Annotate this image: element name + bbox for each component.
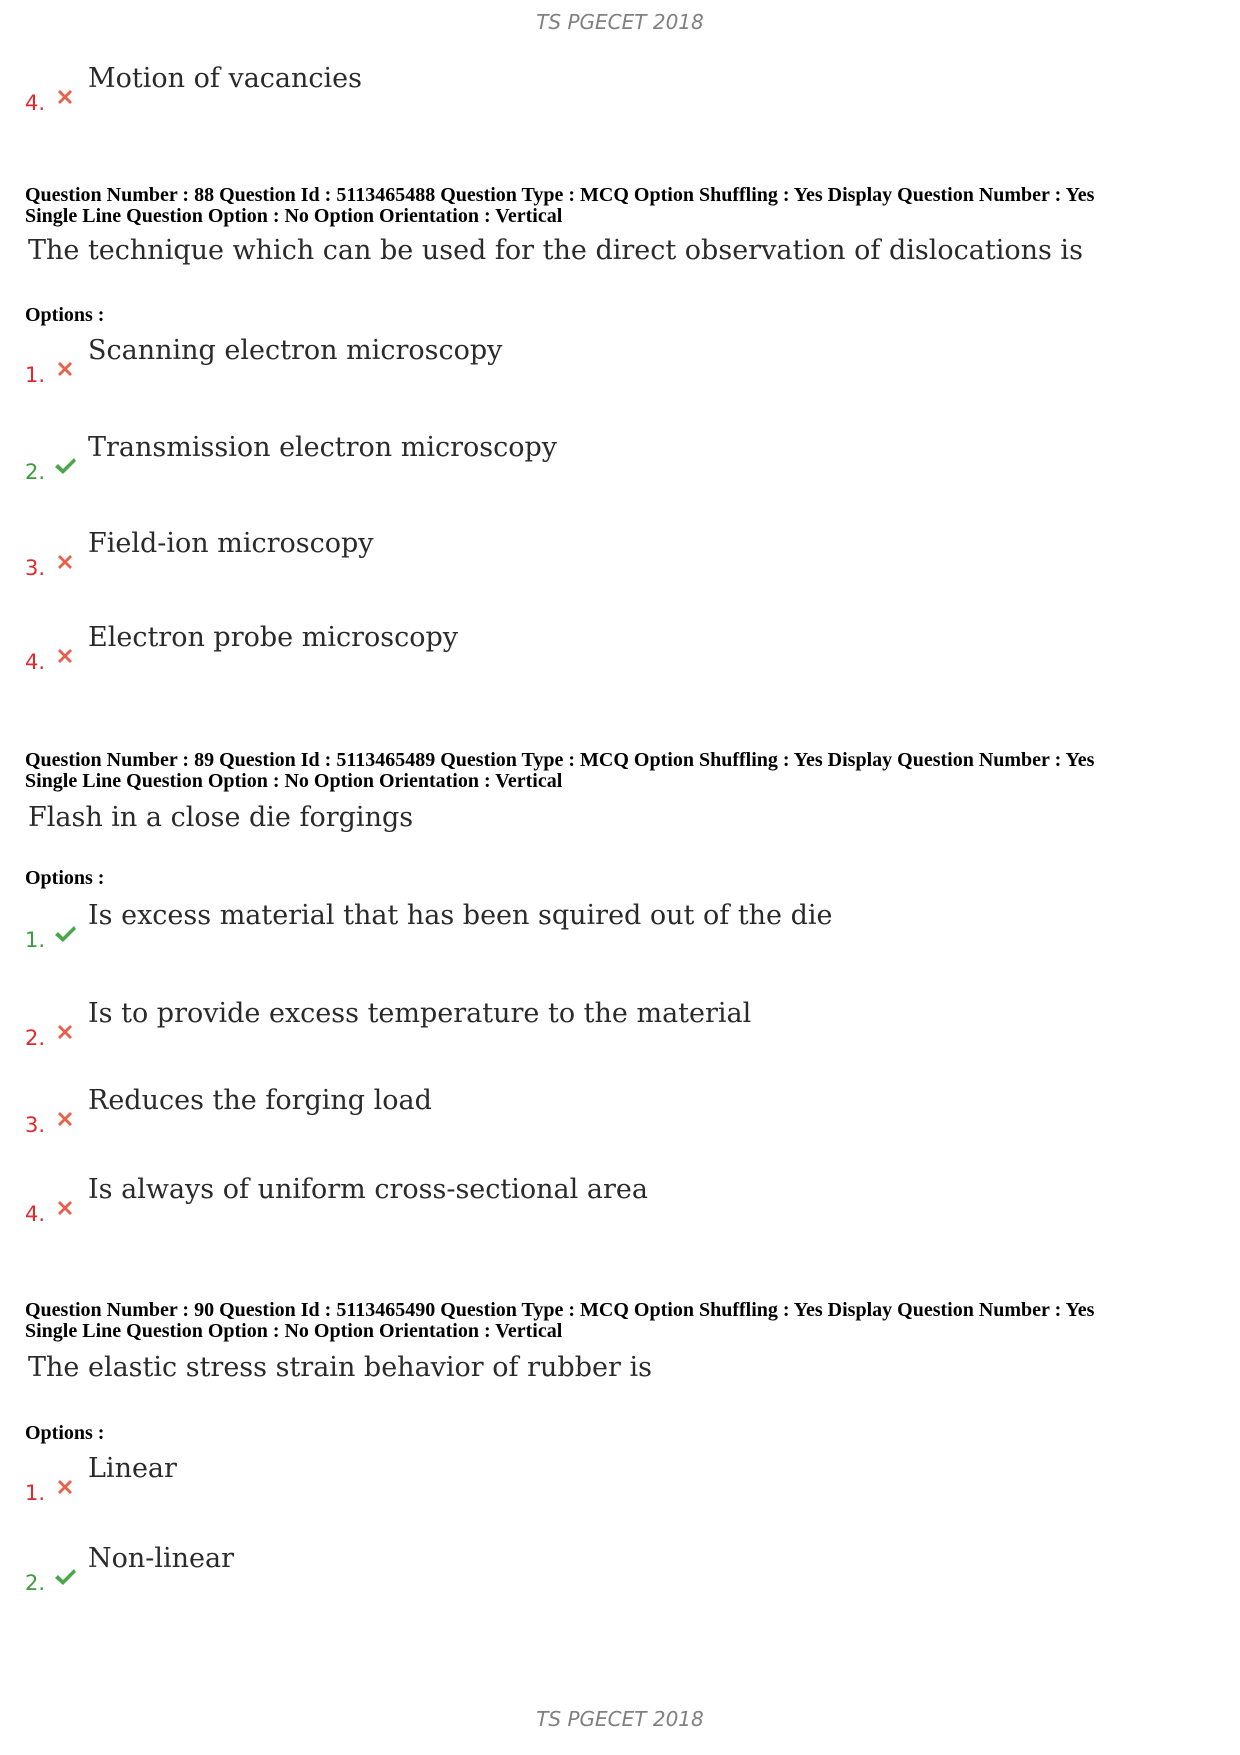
option-88-2 [0,432,1000,492]
option-text: Reduces the forging load [88,1085,432,1116]
question-meta-line-2: Single Line Question Option : No Option Orientation : Vertical [25,205,563,227]
option-number: 1. [25,1481,46,1505]
option-text: Scanning electron microscopy [88,335,503,366]
page-footer: TS PGECET 2018 [536,1707,704,1731]
option-text: Is excess material that has been squired out of the die [88,900,833,931]
option-90-2 [0,1543,1000,1603]
option-text: Non-linear [88,1543,235,1574]
option-88-1 [0,335,1000,395]
options-label: Options : [25,1422,105,1444]
question-88-text: The technique which can be used for the direct observation of dislocations is [28,235,1083,266]
option-90-1 [0,1453,1000,1513]
page-header: TS PGECET 2018 [536,10,704,34]
question-meta-line-2: Single Line Question Option : No Option Orientation : Vertical [25,1320,563,1342]
option-88-4 [0,622,1000,682]
option-number: 4. [25,1202,46,1226]
option-text: Is always of uniform cross-sectional area [88,1174,648,1205]
question-meta-line-1: Question Number : 89 Question Id : 5113465489 Question Type : MCQ Option Shuffling : Yes Display Question Number : Yes [25,749,1095,771]
option-89-4 [0,1174,1000,1234]
option-number: 4. [25,91,46,115]
option-text: Transmission electron microscopy [88,432,558,463]
question-meta-line-1: Question Number : 90 Question Id : 5113465490 Question Type : MCQ Option Shuffling : Yes Display Question Number : Yes [25,1299,1095,1321]
option-89-3 [0,1085,1000,1145]
question-88-meta [25,185,1094,227]
options-label: Options : [25,304,105,326]
question-90-text: The elastic stress strain behavior of rubber is [28,1352,652,1383]
option-prev-4 [0,63,1000,123]
check-icon [53,922,77,946]
question-89-text: Flash in a close die forgings [28,802,414,833]
check-icon [53,1565,77,1589]
option-88-3 [0,528,1000,588]
cross-icon [53,85,77,109]
cross-icon [53,1107,77,1131]
option-89-2 [0,998,1000,1058]
question-90-meta [25,1300,1094,1342]
option-number: 1. [25,363,46,387]
question-89-meta [25,750,1094,792]
cross-icon [53,644,77,668]
cross-icon [53,1020,77,1044]
option-number: 3. [25,1113,46,1137]
cross-icon [53,357,77,381]
option-text: Is to provide excess temperature to the material [88,998,752,1029]
question-meta-line-1: Question Number : 88 Question Id : 5113465488 Question Type : MCQ Option Shuffling : Yes Display Question Number : Yes [25,184,1095,206]
question-meta-line-2: Single Line Question Option : No Option Orientation : Vertical [25,770,563,792]
option-text: Electron probe microscopy [88,622,459,653]
options-label: Options : [25,867,105,889]
cross-icon [53,550,77,574]
cross-icon [53,1475,77,1499]
option-text: Motion of vacancies [88,63,362,94]
option-text: Field-ion microscopy [88,528,374,559]
cross-icon [53,1196,77,1220]
option-number: 2. [25,460,46,484]
option-number: 2. [25,1571,46,1595]
option-number: 2. [25,1026,46,1050]
option-89-1 [0,900,1000,960]
option-text: Linear [88,1453,177,1484]
check-icon [53,454,77,478]
option-number: 3. [25,556,46,580]
option-number: 1. [25,928,46,952]
option-number: 4. [25,650,46,674]
